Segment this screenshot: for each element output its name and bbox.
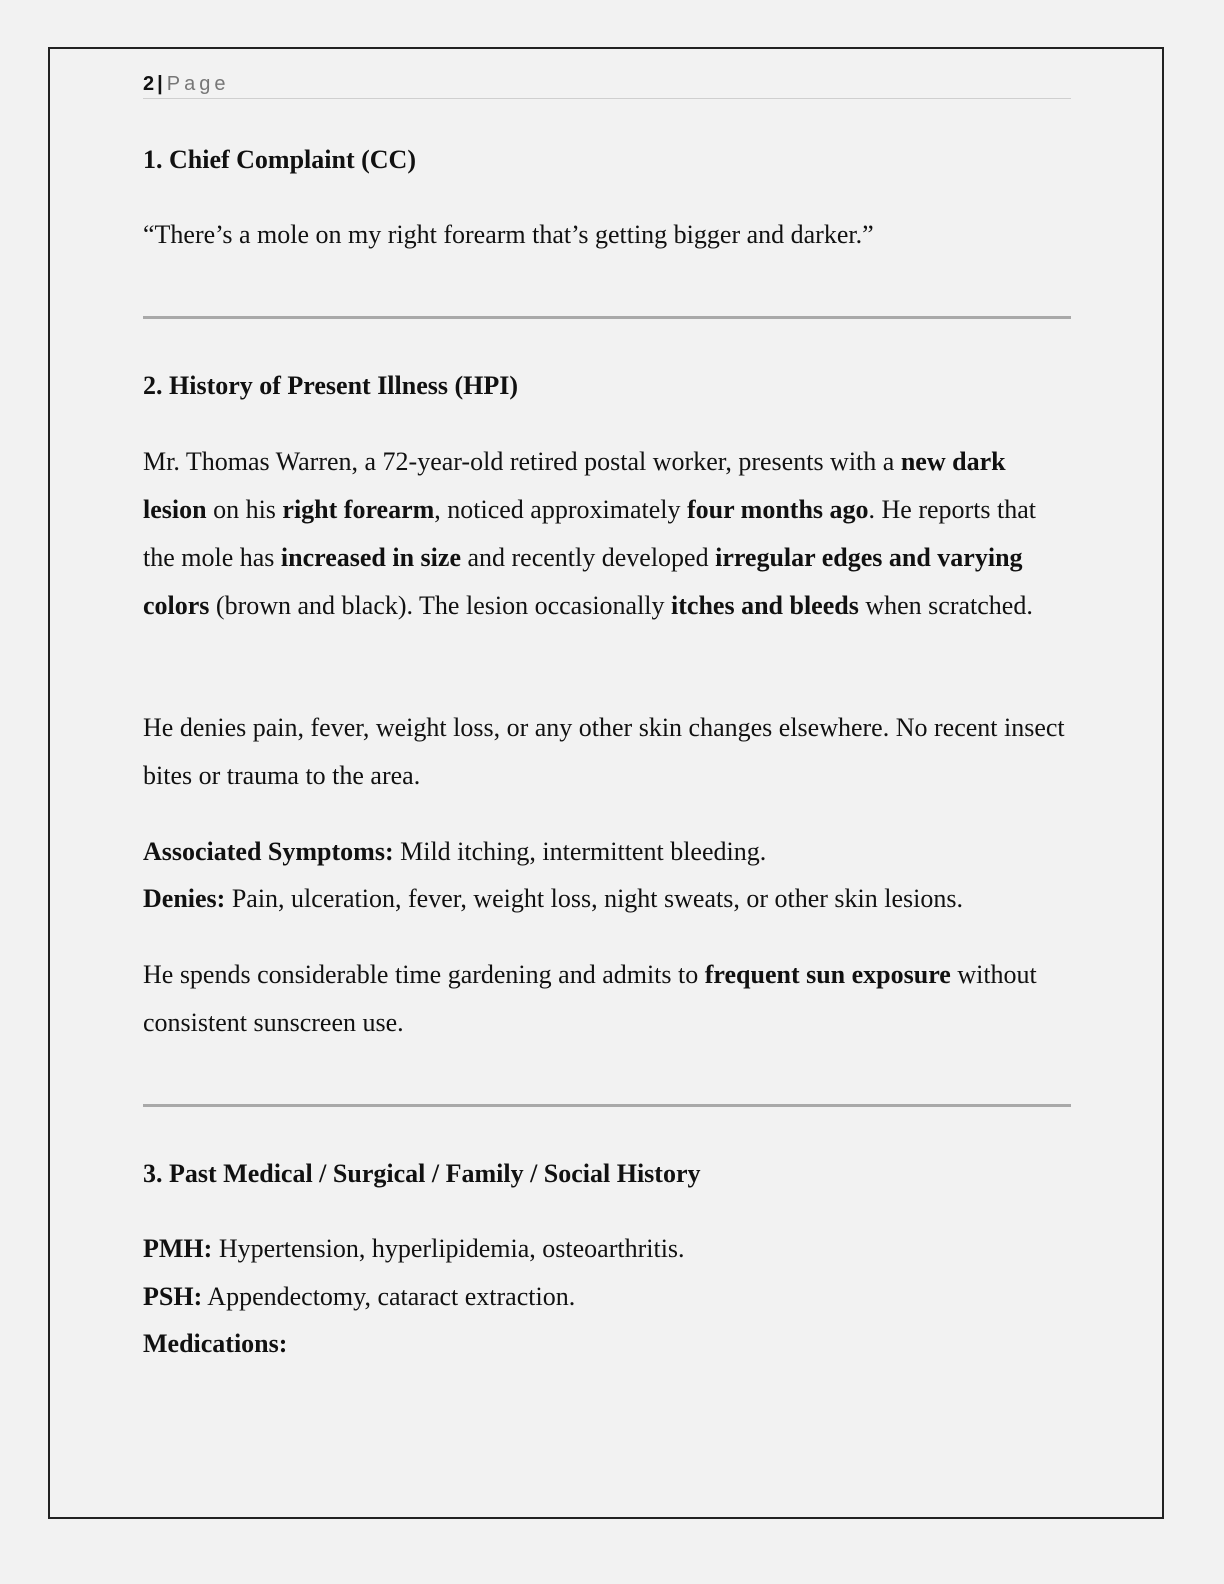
hpi-emphasis: right forearm bbox=[282, 495, 435, 524]
denies-line bbox=[143, 875, 963, 923]
hpi-text: Mr. Thomas Warren, a 72-year-old retired postal worker, presents with a bbox=[143, 447, 901, 476]
pmh-label: PMH: bbox=[143, 1234, 213, 1263]
hpi-text: He spends considerable time gardening and admits to bbox=[143, 960, 705, 989]
section-heading-chief-complaint: 1. Chief Complaint (CC) bbox=[143, 145, 416, 174]
associated-symptoms-line bbox=[143, 828, 766, 876]
hpi-emphasis: itches and bleeds bbox=[671, 591, 859, 620]
hpi-text: , noticed approximately bbox=[434, 495, 687, 524]
denies-label: Denies: bbox=[143, 884, 226, 913]
hpi-emphasis: four months ago bbox=[686, 495, 869, 524]
hpi-emphasis: new dark lesion bbox=[143, 447, 1006, 524]
hpi-text: . He reports that the mole has bbox=[143, 495, 1037, 572]
section-divider bbox=[143, 316, 1071, 319]
associated-symptoms-label: Associated Symptoms: bbox=[143, 837, 394, 866]
hpi-text: when scratched. bbox=[858, 591, 1033, 620]
psh-line bbox=[143, 1273, 575, 1321]
psh-value: Appendectomy, cataract extraction. bbox=[202, 1282, 576, 1311]
pmh-line bbox=[143, 1225, 685, 1273]
hpi-emphasis: irregular edges and varying colors bbox=[143, 543, 1023, 620]
hpi-emphasis: frequent sun exposure bbox=[704, 960, 951, 989]
hpi-text: (brown and black). The lesion occasionally bbox=[209, 591, 672, 620]
chief-complaint-quote: “There’s a mole on my right forearm that’s getting bigger and darker.” bbox=[143, 220, 874, 249]
section-heading-past-history: 3. Past Medical / Surgical / Family / Social History bbox=[143, 1159, 701, 1188]
section-heading-hpi: 2. History of Present Illness (HPI) bbox=[143, 371, 519, 400]
medications-line bbox=[143, 1320, 287, 1368]
hpi-text: without consistent sunscreen use. bbox=[143, 960, 1037, 1037]
hpi-paragraph-1 bbox=[143, 438, 1073, 630]
hpi-text: on his bbox=[206, 495, 283, 524]
associated-symptoms-value: Mild itching, intermittent bleeding. bbox=[393, 837, 767, 866]
page-label: Page bbox=[166, 73, 230, 95]
psh-label: PSH: bbox=[143, 1282, 203, 1311]
header-separator: | bbox=[157, 73, 163, 95]
hpi-paragraph-4 bbox=[143, 951, 1073, 1047]
section-divider bbox=[143, 1104, 1071, 1107]
page-number: 2 bbox=[143, 73, 155, 95]
hpi-emphasis: increased in size bbox=[280, 543, 461, 572]
hpi-paragraph-2: He denies pain, fever, weight loss, or any other skin changes elsewhere. No recent insect bites or trauma to the area. bbox=[143, 713, 1065, 790]
medications-label: Medications: bbox=[143, 1329, 288, 1358]
pmh-value: Hypertension, hyperlipidemia, osteoarthritis. bbox=[212, 1234, 685, 1263]
denies-value: Pain, ulceration, fever, weight loss, night sweats, or other skin lesions. bbox=[225, 884, 963, 913]
page-header bbox=[143, 72, 1071, 99]
hpi-text: and recently developed bbox=[460, 543, 716, 572]
